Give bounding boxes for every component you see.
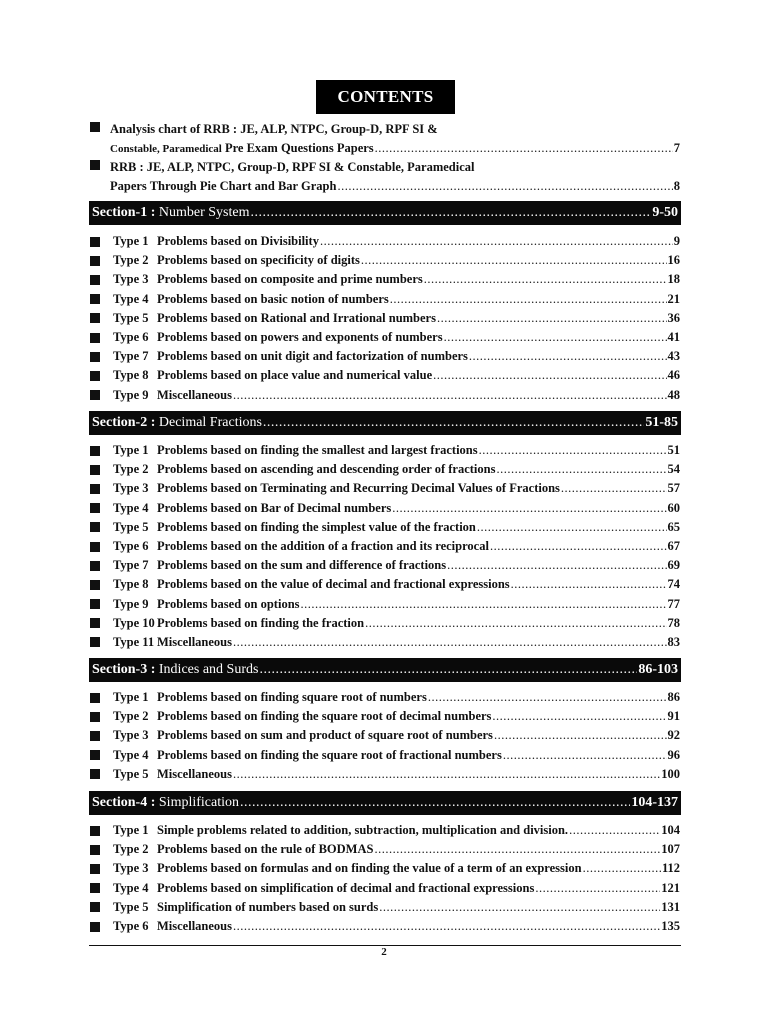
entry-page: 83 — [667, 634, 680, 649]
toc-entry[interactable] — [90, 441, 680, 460]
toc-entry[interactable] — [90, 821, 680, 840]
dot-leader — [479, 441, 667, 460]
entry-description: Problems based on the rule of BODMAS — [157, 842, 374, 857]
entry-description: Problems based on Bar of Decimal numbers — [157, 500, 392, 515]
entry-type: Type 7 — [113, 349, 149, 364]
toc-entry[interactable] — [90, 726, 680, 745]
bullet-icon — [90, 712, 100, 722]
toc-entry[interactable] — [90, 746, 680, 765]
entry-page: 91 — [667, 709, 680, 724]
bullet-icon — [90, 371, 100, 381]
entry-description: Miscellaneous — [157, 634, 232, 649]
toc-entry[interactable] — [90, 633, 680, 652]
entry-page: 67 — [667, 538, 680, 553]
dot-leader — [561, 479, 667, 498]
entry-description: Miscellaneous — [157, 766, 232, 781]
bullet-icon — [90, 618, 100, 628]
page-number: 2 — [381, 946, 387, 958]
dot-leader — [379, 898, 660, 917]
toc-entry[interactable] — [90, 595, 680, 614]
bullet-icon — [90, 883, 100, 893]
entry-page: 77 — [667, 596, 680, 611]
entry-description: Problems based on formulas and on finding the value of a term of an expression — [157, 861, 582, 876]
entry-type: Type 8 — [113, 368, 149, 383]
dot-leader — [375, 139, 673, 158]
entry-description: Simple problems related to addition, subtraction, multiplication and division. — [157, 823, 569, 837]
toc-entry[interactable] — [90, 614, 680, 633]
toc-entry[interactable] — [90, 537, 680, 556]
dot-leader — [233, 765, 660, 784]
toc-entry[interactable] — [90, 232, 680, 251]
entry-description: Problems based on the addition of a fraction and its reciprocal — [157, 538, 489, 553]
entry-type: Type 4 — [113, 500, 149, 515]
contents-heading: CONTENTS — [316, 80, 455, 114]
bullet-icon — [90, 769, 100, 779]
section-header-4[interactable] — [89, 791, 681, 815]
dot-leader — [477, 518, 667, 537]
bullet-icon — [90, 465, 100, 475]
bullet-icon — [90, 275, 100, 285]
toc-entry[interactable] — [90, 879, 680, 898]
entry-description: Miscellaneous — [157, 387, 232, 402]
entry-description: Problems based on specificity of digits — [157, 253, 360, 268]
bullet-icon — [90, 256, 100, 266]
entry-description: Problems based on finding the smallest and largest fractions — [157, 443, 478, 457]
entry-type: Type 11 — [113, 634, 155, 649]
toc-entry[interactable] — [90, 499, 680, 518]
entry-description: Problems based on sum and product of square root of numbers — [157, 728, 493, 743]
section-pages: 86-103 — [638, 662, 678, 677]
entry-description: Problems based on Terminating and Recurring Decimal Values of Fractions — [157, 481, 560, 496]
dot-leader — [263, 415, 644, 431]
toc-entry[interactable] — [90, 366, 680, 385]
intro-line2-text: Papers Through Pie Chart and Bar Graph — [110, 179, 337, 193]
toc-entry[interactable] — [90, 917, 680, 936]
entry-page: 121 — [661, 880, 680, 895]
dot-leader — [437, 309, 667, 328]
entry-type: Type 8 — [113, 577, 149, 592]
section-header-2[interactable] — [89, 411, 681, 435]
dot-leader — [259, 662, 637, 678]
entry-type: Type 2 — [113, 462, 149, 477]
dot-leader — [433, 366, 666, 385]
entry-type: Type 5 — [113, 899, 149, 914]
dot-leader — [374, 840, 660, 859]
intro-line2-prefix: Constable, Paramedical — [110, 143, 222, 155]
toc-entry[interactable] — [90, 840, 680, 859]
entry-description: Problems based on finding square root of numbers — [157, 690, 427, 704]
dot-leader — [583, 859, 661, 878]
bullet-icon — [90, 390, 100, 400]
entry-type: Type 1 — [113, 234, 149, 248]
bullet-icon — [90, 542, 100, 552]
entry-type: Type 2 — [113, 709, 149, 724]
entry-type: Type 9 — [113, 387, 149, 402]
section-pages: 51-85 — [645, 415, 678, 430]
section-4-list — [90, 821, 680, 936]
entry-page: 74 — [667, 577, 680, 592]
dot-leader — [233, 386, 667, 405]
entry-page: 41 — [667, 329, 680, 344]
entry-page: 69 — [667, 558, 680, 573]
bullet-icon — [90, 237, 100, 247]
dot-leader — [569, 821, 660, 840]
toc-entry[interactable] — [90, 328, 680, 347]
entry-type: Type 3 — [113, 728, 149, 743]
bullet-icon — [90, 826, 100, 836]
dot-leader — [392, 499, 666, 518]
entry-type: Type 4 — [113, 880, 149, 895]
entry-type: Type 4 — [113, 747, 149, 762]
entry-page: 78 — [667, 615, 680, 630]
dot-leader — [490, 537, 667, 556]
dot-leader — [320, 232, 673, 251]
bullet-icon — [90, 333, 100, 343]
entry-type: Type 2 — [113, 253, 149, 268]
entry-page: 60 — [667, 500, 680, 515]
section-header-3[interactable] — [89, 658, 681, 682]
entry-page: 54 — [667, 462, 680, 477]
entry-description: Problems based on simplification of decimal and fractional expressions — [157, 880, 535, 895]
entry-type: Type 7 — [113, 558, 149, 573]
dot-leader — [424, 270, 667, 289]
entry-description: Problems based on the value of decimal and fractional expressions — [157, 577, 510, 592]
entry-type: Type 6 — [113, 918, 149, 933]
toc-entry[interactable] — [90, 556, 680, 575]
entry-type: Type 9 — [113, 596, 149, 611]
intro-line1: Analysis chart of RRB : JE, ALP, NTPC, Group-D, RPF SI & — [110, 122, 438, 136]
entry-page: 9 — [673, 234, 680, 248]
entry-type: Type 5 — [113, 519, 149, 534]
entry-description: Problems based on finding the simplest value of the fraction — [157, 519, 476, 534]
bullet-icon — [90, 503, 100, 513]
entry-page: 131 — [661, 899, 680, 914]
toc-entry[interactable] — [90, 688, 680, 707]
section-pages: 9-50 — [652, 205, 678, 220]
dot-leader — [365, 614, 666, 633]
intro-line1: RRB : JE, ALP, NTPC, Group-D, RPF SI & Constable, Paramedical — [110, 160, 475, 174]
section-number: Section-2 : — [92, 415, 156, 430]
dot-leader — [428, 688, 667, 707]
dot-leader — [511, 575, 667, 594]
dot-leader — [444, 328, 667, 347]
dot-leader — [233, 917, 660, 936]
entry-type: Type 4 — [113, 291, 149, 306]
intro-item-analysis-chart[interactable] — [90, 120, 680, 158]
bullet-icon — [90, 599, 100, 609]
toc-entry[interactable] — [90, 898, 680, 917]
entry-page: 18 — [667, 272, 680, 287]
dot-leader — [503, 746, 667, 765]
entry-description: Problems based on Divisibility — [157, 234, 319, 248]
intro-list — [90, 118, 680, 196]
bullet-icon — [90, 637, 100, 647]
entry-page: 51 — [667, 443, 680, 457]
section-3-list — [90, 688, 680, 784]
entry-page: 48 — [667, 387, 680, 402]
entry-page: 65 — [667, 519, 680, 534]
section-pages: 104-137 — [631, 795, 678, 810]
intro-item-pie-chart[interactable] — [90, 158, 680, 196]
toc-entry[interactable] — [90, 270, 680, 289]
entry-description: Problems based on composite and prime numbers — [157, 272, 423, 287]
section-title: Simplification — [158, 795, 239, 810]
entry-type: Type 2 — [113, 842, 149, 857]
dot-leader — [492, 707, 666, 726]
intro-page: 7 — [673, 141, 680, 155]
entry-type: Type 6 — [113, 538, 149, 553]
entry-page: 112 — [661, 861, 680, 876]
entry-page: 46 — [667, 368, 680, 383]
entry-description: Problems based on basic notion of numbers — [157, 291, 389, 306]
entry-page: 107 — [661, 842, 680, 857]
dot-leader — [301, 595, 667, 614]
bullet-icon — [90, 731, 100, 741]
entry-description: Problems based on finding the square root of fractional numbers — [157, 747, 502, 762]
toc-entry[interactable] — [90, 518, 680, 537]
section-title: Decimal Fractions — [158, 415, 262, 430]
entry-type: Type 3 — [113, 861, 149, 876]
toc-entry[interactable] — [90, 309, 680, 328]
section-header-1[interactable] — [89, 201, 681, 225]
entry-type: Type 3 — [113, 481, 149, 496]
entry-type: Type 10 — [113, 615, 155, 630]
bullet-icon — [90, 352, 100, 362]
bullet-icon — [90, 522, 100, 532]
entry-description: Problems based on powers and exponents of numbers — [157, 329, 443, 344]
entry-page: 21 — [667, 291, 680, 306]
bullet-icon — [90, 446, 100, 456]
dot-leader — [390, 290, 667, 309]
entry-page: 43 — [667, 349, 680, 364]
dot-leader — [251, 205, 652, 221]
entry-page: 92 — [667, 728, 680, 743]
dot-leader — [240, 795, 630, 811]
bullet-icon — [90, 922, 100, 932]
dot-leader — [337, 177, 672, 196]
section-number: Section-1 : — [92, 205, 156, 220]
toc-entry[interactable] — [90, 251, 680, 270]
dot-leader — [496, 460, 666, 479]
section-1-list — [90, 232, 680, 405]
toc-entry[interactable] — [90, 479, 680, 498]
entry-type: Type 1 — [113, 443, 149, 457]
entry-type: Type 6 — [113, 329, 149, 344]
entry-page: 36 — [667, 310, 680, 325]
bullet-icon — [90, 864, 100, 874]
toc-entry[interactable] — [90, 386, 680, 405]
entry-page: 100 — [661, 766, 680, 781]
bullet-icon — [90, 160, 100, 170]
entry-description: Problems based on finding the fraction — [157, 615, 365, 630]
dot-leader — [494, 726, 667, 745]
intro-line2-text: Pre Exam Questions Papers — [224, 141, 374, 155]
entry-page: 86 — [667, 690, 680, 704]
toc-entry[interactable] — [90, 765, 680, 784]
bullet-icon — [90, 294, 100, 304]
entry-page: 57 — [667, 481, 680, 496]
toc-entry[interactable] — [90, 859, 680, 878]
entry-type: Type 3 — [113, 272, 149, 287]
section-title: Indices and Surds — [158, 662, 259, 677]
intro-page: 8 — [673, 179, 680, 193]
entry-page: 96 — [667, 747, 680, 762]
section-number: Section-4 : — [92, 795, 156, 810]
toc-entry[interactable] — [90, 575, 680, 594]
dot-leader — [447, 556, 666, 575]
section-number: Section-3 : — [92, 662, 156, 677]
entry-page: 104 — [661, 823, 680, 837]
section-title: Number System — [158, 205, 250, 220]
entry-type: Type 1 — [113, 690, 149, 704]
bullet-icon — [90, 902, 100, 912]
entry-page: 135 — [661, 918, 680, 933]
bullet-icon — [90, 561, 100, 571]
toc-entry[interactable] — [90, 347, 680, 366]
toc-entry[interactable] — [90, 460, 680, 479]
bullet-icon — [90, 580, 100, 590]
entry-type: Type 5 — [113, 310, 149, 325]
bullet-icon — [90, 313, 100, 323]
entry-description: Problems based on the sum and difference of fractions — [157, 558, 447, 573]
bullet-icon — [90, 122, 100, 132]
entry-description: Simplification of numbers based on surds — [157, 899, 379, 914]
entry-description: Problems based on unit digit and factorization of numbers — [157, 349, 468, 364]
entry-description: Problems based on finding the square root of decimal numbers — [157, 709, 492, 724]
bullet-icon — [90, 750, 100, 760]
entry-description: Problems based on place value and numerical value — [157, 368, 433, 383]
dot-leader — [233, 633, 667, 652]
bullet-icon — [90, 693, 100, 703]
bullet-icon — [90, 484, 100, 494]
entry-page: 16 — [667, 253, 680, 268]
entry-type: Type 1 — [113, 823, 149, 837]
entry-description: Miscellaneous — [157, 918, 232, 933]
entry-description: Problems based on options — [157, 596, 300, 611]
entry-description: Problems based on Rational and Irrational numbers — [157, 310, 436, 325]
section-2-list — [90, 441, 680, 652]
dot-leader — [535, 879, 660, 898]
entry-description: Problems based on ascending and descending order of fractions — [157, 462, 496, 477]
entry-type: Type 5 — [113, 766, 149, 781]
bullet-icon — [90, 845, 100, 855]
toc-entry[interactable] — [90, 290, 680, 309]
dot-leader — [469, 347, 667, 366]
dot-leader — [361, 251, 667, 270]
toc-entry[interactable] — [90, 707, 680, 726]
